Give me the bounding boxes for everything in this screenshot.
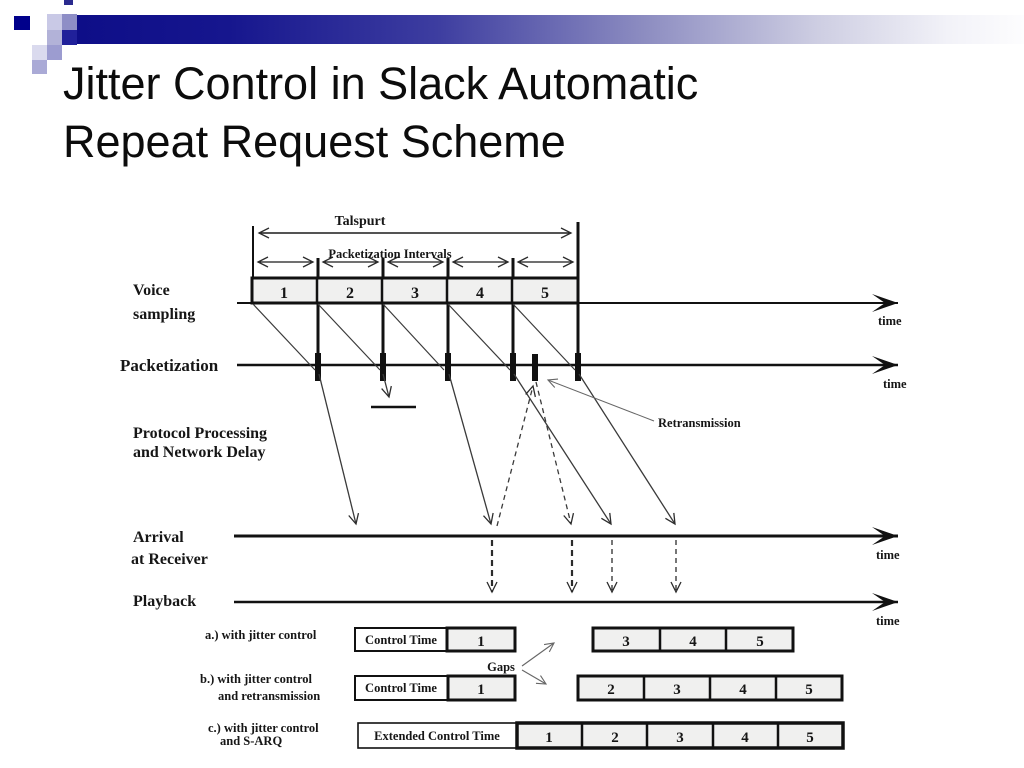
scenario-a-label: a.) with jitter control xyxy=(205,628,317,642)
scenario-c-cell-1: 1 xyxy=(545,730,553,746)
gaps-label: Gaps xyxy=(487,660,515,674)
scenario-b-cell-1: 1 xyxy=(477,682,485,698)
scenario-a-control-label: Control Time xyxy=(365,633,437,647)
scenario-b-cell-2: 2 xyxy=(607,682,615,698)
protocol-label-line2: and Network Delay xyxy=(133,444,266,461)
scenario-b-label-line2: and retransmission xyxy=(218,689,321,703)
voice-cell-3: 3 xyxy=(411,285,419,302)
scenario-b-label-line1: b.) with jitter control xyxy=(200,672,313,686)
packetization-intervals-label: Packetization Intervals xyxy=(328,247,452,261)
transmission-lines xyxy=(319,374,675,526)
packetization-label: Packetization xyxy=(120,356,219,375)
retransmission-label: Retransmission xyxy=(658,416,741,430)
playback-delay-lines xyxy=(492,540,676,592)
voice-cell-1: 1 xyxy=(280,285,288,302)
packet1-transmission xyxy=(319,374,356,524)
scenario-a xyxy=(205,628,793,651)
scenario-b xyxy=(200,672,842,703)
scenario-b-cell-4: 4 xyxy=(739,682,747,698)
scenario-a-cell-5: 5 xyxy=(756,634,764,650)
scenario-b-control-label: Control Time xyxy=(365,681,437,695)
packet3-transmission xyxy=(449,374,491,524)
time-label-packetization: time xyxy=(883,377,907,391)
talspurt-label: Talspurt xyxy=(334,214,386,229)
slide-title-line2: Repeat Request Scheme xyxy=(63,116,566,167)
scenario-c-label-line1: c.) with jitter control xyxy=(208,721,319,735)
voice-cell-4: 4 xyxy=(476,285,484,302)
scenario-c xyxy=(208,721,843,748)
scenario-a-cell-1: 1 xyxy=(477,634,485,650)
gaps-arrow-down xyxy=(522,670,546,684)
voice-cell-2: 2 xyxy=(346,285,354,302)
scenario-c-cell-3: 3 xyxy=(676,730,684,746)
retransmission-annotation xyxy=(548,380,741,430)
time-label-playback: time xyxy=(876,614,900,628)
scenario-c-cell-5: 5 xyxy=(806,730,814,746)
protocol-label-line1: Protocol Processing xyxy=(133,425,268,442)
scenario-b-cell-5: 5 xyxy=(805,682,813,698)
nack-feedback-line xyxy=(497,386,533,526)
sampling-to-packetization-lines xyxy=(253,304,575,370)
dropped-packet-symbol xyxy=(371,374,416,407)
scenario-c-label-line2: and S-ARQ xyxy=(220,734,283,748)
voice-cell-5: 5 xyxy=(541,285,549,302)
time-label-arrival: time xyxy=(876,548,900,562)
gaps-arrow-up xyxy=(522,643,554,666)
arrival-label-line1: Arrival xyxy=(133,529,184,546)
packet4-transmission xyxy=(514,374,611,524)
playback-label: Playback xyxy=(133,593,197,610)
scenario-c-cell-2: 2 xyxy=(611,730,619,746)
scenario-b-cell-3: 3 xyxy=(673,682,681,698)
packetization-ticks xyxy=(315,353,581,381)
voice-sampling-boxes xyxy=(252,278,578,303)
scenario-a-cell-4: 4 xyxy=(689,634,697,650)
packet5-transmission xyxy=(579,374,675,524)
retransmission-pointer xyxy=(548,380,654,421)
time-label-sampling: time xyxy=(878,314,902,328)
scenario-c-control-label: Extended Control Time xyxy=(374,729,500,743)
scenario-c-cell-4: 4 xyxy=(741,730,749,746)
arrival-label-line2: at Receiver xyxy=(131,551,208,568)
scenario-a-cell-3: 3 xyxy=(622,634,630,650)
voice-label-line2: sampling xyxy=(133,306,196,323)
voice-label-line1: Voice xyxy=(133,282,170,299)
slide-title-line1: Jitter Control in Slack Automatic xyxy=(63,58,699,109)
